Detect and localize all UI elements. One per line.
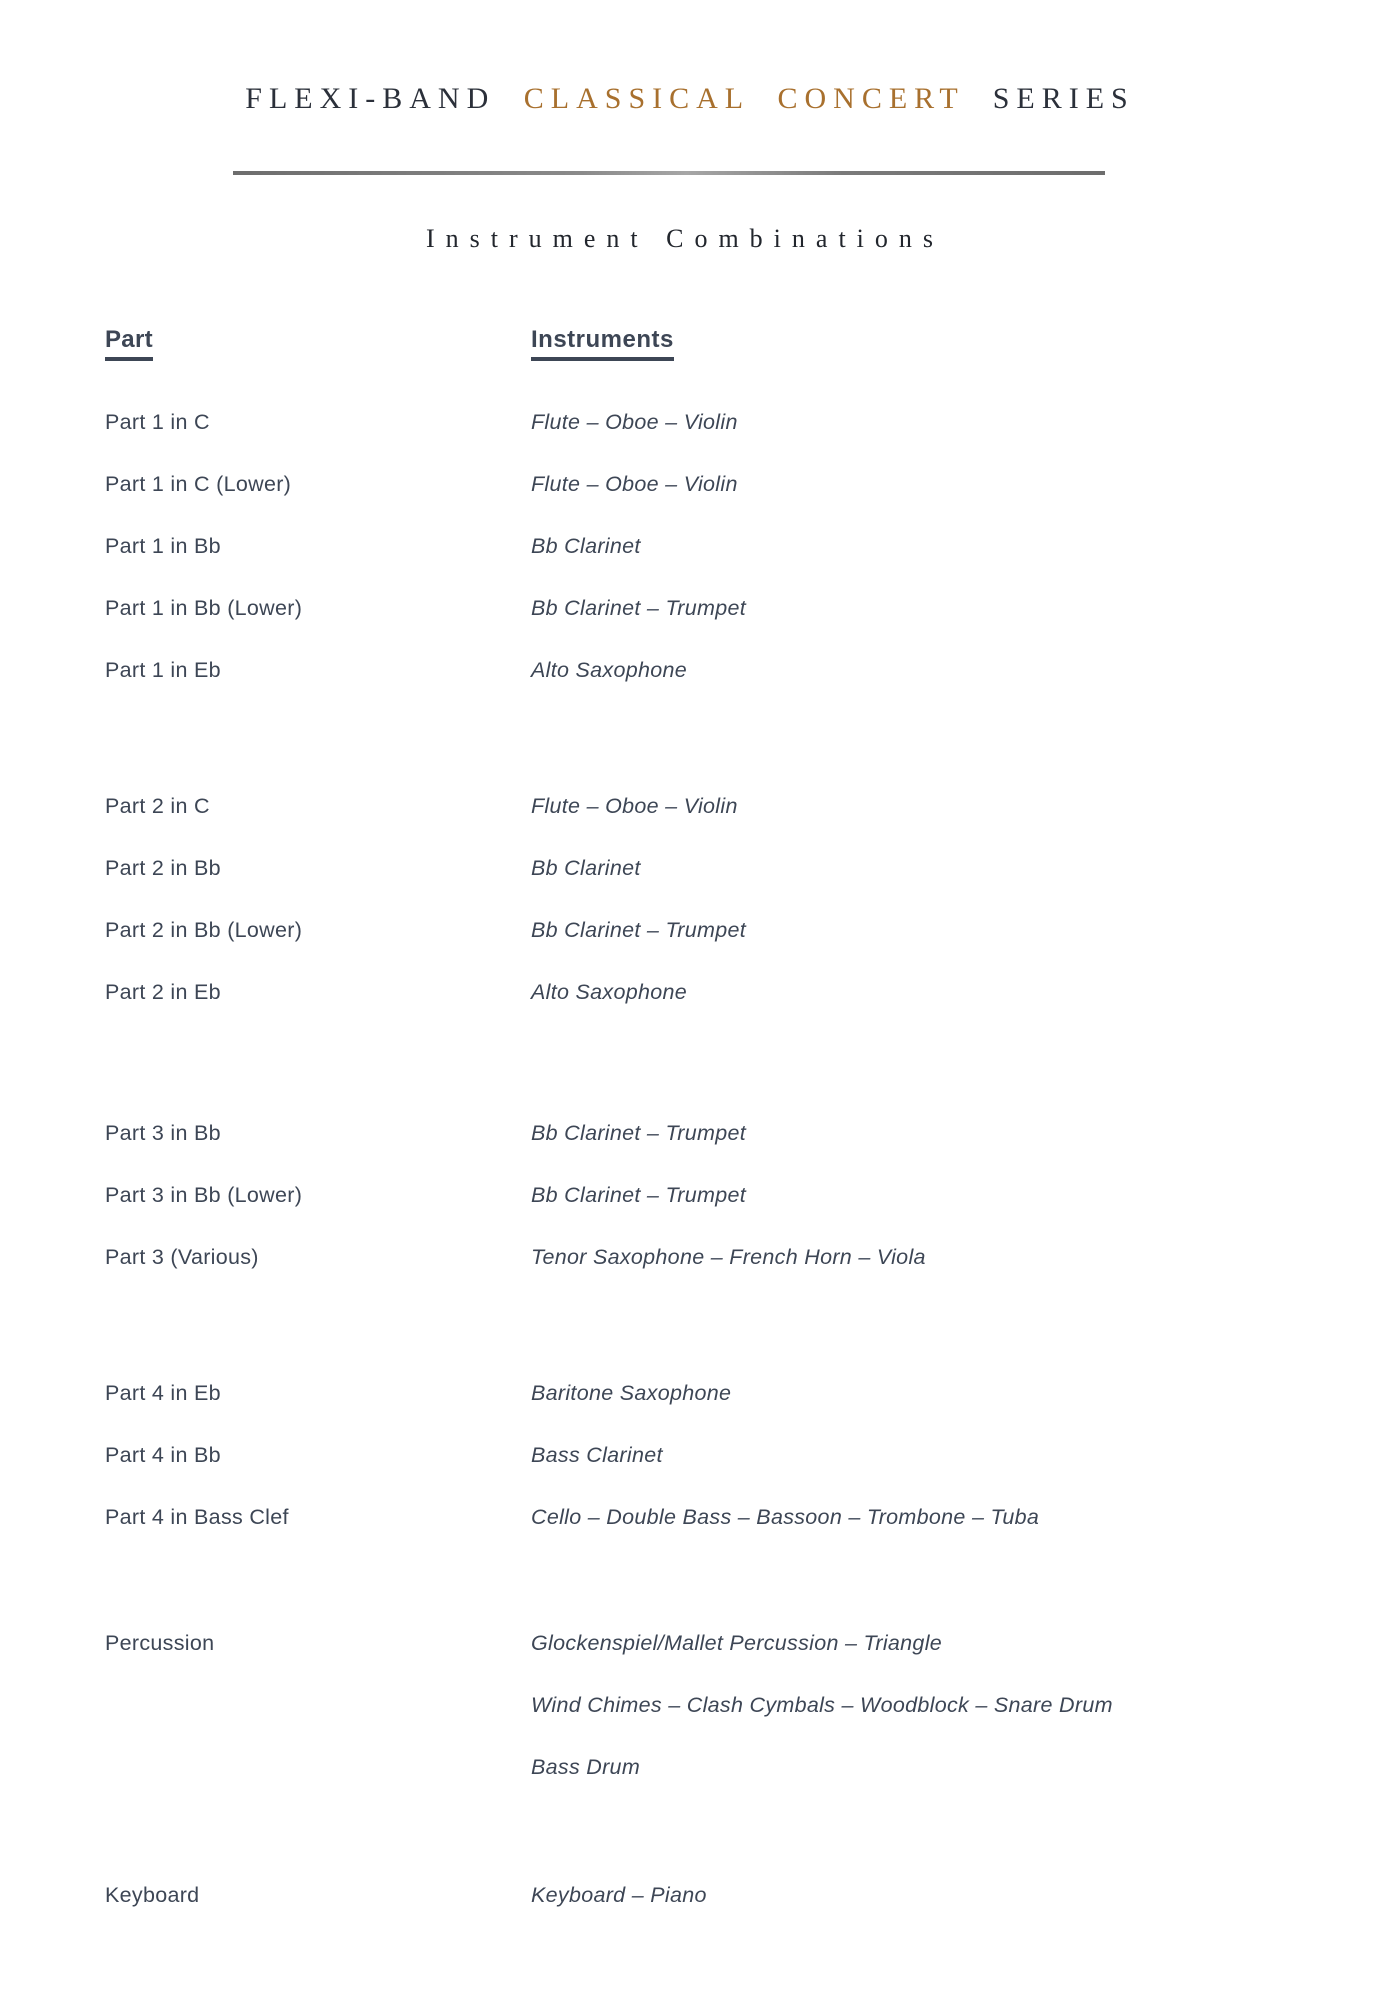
table-header-row: [105, 326, 1358, 361]
table-row: [105, 1102, 1358, 1164]
instruments-cell-line: Glockenspiel/Mallet Percussion – Triangle: [531, 1630, 943, 1655]
table-row: [105, 899, 1358, 961]
part-cell: Part 3 (Various): [105, 1244, 259, 1269]
title-suffix: SERIES: [992, 82, 1135, 115]
table-row: [105, 1486, 1358, 1548]
table-row: [105, 1864, 1358, 1926]
part-cell: Percussion: [105, 1630, 215, 1655]
instruments-cell: Bb Clarinet: [531, 533, 641, 558]
part-cell: Part 4 in Eb: [105, 1380, 221, 1405]
instruments-cell: Bass Clarinet: [531, 1442, 663, 1467]
table-row: [105, 1164, 1358, 1226]
percussion-group: [105, 1612, 1358, 1798]
table-row: [105, 837, 1358, 899]
table-row: [105, 1362, 1358, 1424]
instruments-cell: Tenor Saxophone – French Horn – Viola: [531, 1244, 926, 1269]
table-row: [105, 1424, 1358, 1486]
table-row: [105, 453, 1358, 515]
part-cell: Part 4 in Bb: [105, 1442, 221, 1467]
instruments-cell: Bb Clarinet – Trumpet: [531, 917, 747, 942]
table-row: [105, 639, 1358, 701]
instruments-cell: Baritone Saxophone: [531, 1380, 732, 1405]
table-row: [105, 1226, 1358, 1288]
part-cell: Part 4 in Bass Clef: [105, 1504, 289, 1529]
instruments-cell: Flute – Oboe – Violin: [531, 793, 738, 818]
table-row: [105, 515, 1358, 577]
instruments-cell: Alto Saxophone: [531, 979, 688, 1004]
part-cell: Part 1 in Bb (Lower): [105, 595, 303, 620]
instruments-cell: Bb Clarinet: [531, 855, 641, 880]
part-cell: Part 2 in Bb: [105, 855, 221, 880]
part-cell: Part 3 in Bb (Lower): [105, 1182, 303, 1207]
table-row: [105, 961, 1358, 1023]
instruments-cell: Bb Clarinet – Trumpet: [531, 595, 747, 620]
part-cell: Part 2 in C: [105, 793, 210, 818]
part-cell: Part 1 in Bb: [105, 533, 221, 558]
part-3-group: [105, 1102, 1358, 1288]
part-cell: Part 1 in C (Lower): [105, 471, 292, 496]
part-1-group: [105, 391, 1358, 701]
title-accent: CLASSICAL CONCERT: [523, 82, 965, 115]
part-4-group: [105, 1362, 1358, 1548]
column-header-part: Part: [105, 326, 153, 361]
instruments-cell: Alto Saxophone: [531, 657, 688, 682]
part-cell: Part 1 in C: [105, 409, 210, 434]
instruments-cell-line: Wind Chimes – Clash Cymbals – Woodblock – Snare Drum: [531, 1692, 1113, 1717]
instruments-cell-line: Bass Drum: [531, 1754, 641, 1779]
part-cell: Part 2 in Eb: [105, 979, 221, 1004]
document-subtitle: Instrument Combinations: [425, 224, 945, 253]
title-prefix: FLEXI-BAND: [245, 82, 496, 115]
part-cell: Keyboard: [105, 1882, 200, 1907]
instrument-combinations-table: [105, 0, 1358, 2004]
instruments-cell: Bb Clarinet – Trumpet: [531, 1120, 747, 1145]
column-header-instruments: Instruments: [531, 326, 674, 361]
table-row: [105, 775, 1358, 837]
part-cell: Part 3 in Bb: [105, 1120, 221, 1145]
instruments-cell: Cello – Double Bass – Bassoon – Trombone – Tuba: [531, 1504, 1040, 1529]
table-row: [105, 577, 1358, 639]
part-cell: Part 1 in Eb: [105, 657, 221, 682]
instruments-cell: Bb Clarinet – Trumpet: [531, 1182, 747, 1207]
table-row: [105, 1612, 1358, 1798]
keyboard-group: [105, 1864, 1358, 1926]
instruments-cell: Keyboard – Piano: [531, 1882, 707, 1907]
part-cell: Part 2 in Bb (Lower): [105, 917, 303, 942]
instruments-cell: Flute – Oboe – Violin: [531, 409, 738, 434]
table-row: [105, 391, 1358, 453]
part-2-group: [105, 775, 1358, 1023]
instruments-cell: Flute – Oboe – Violin: [531, 471, 738, 496]
